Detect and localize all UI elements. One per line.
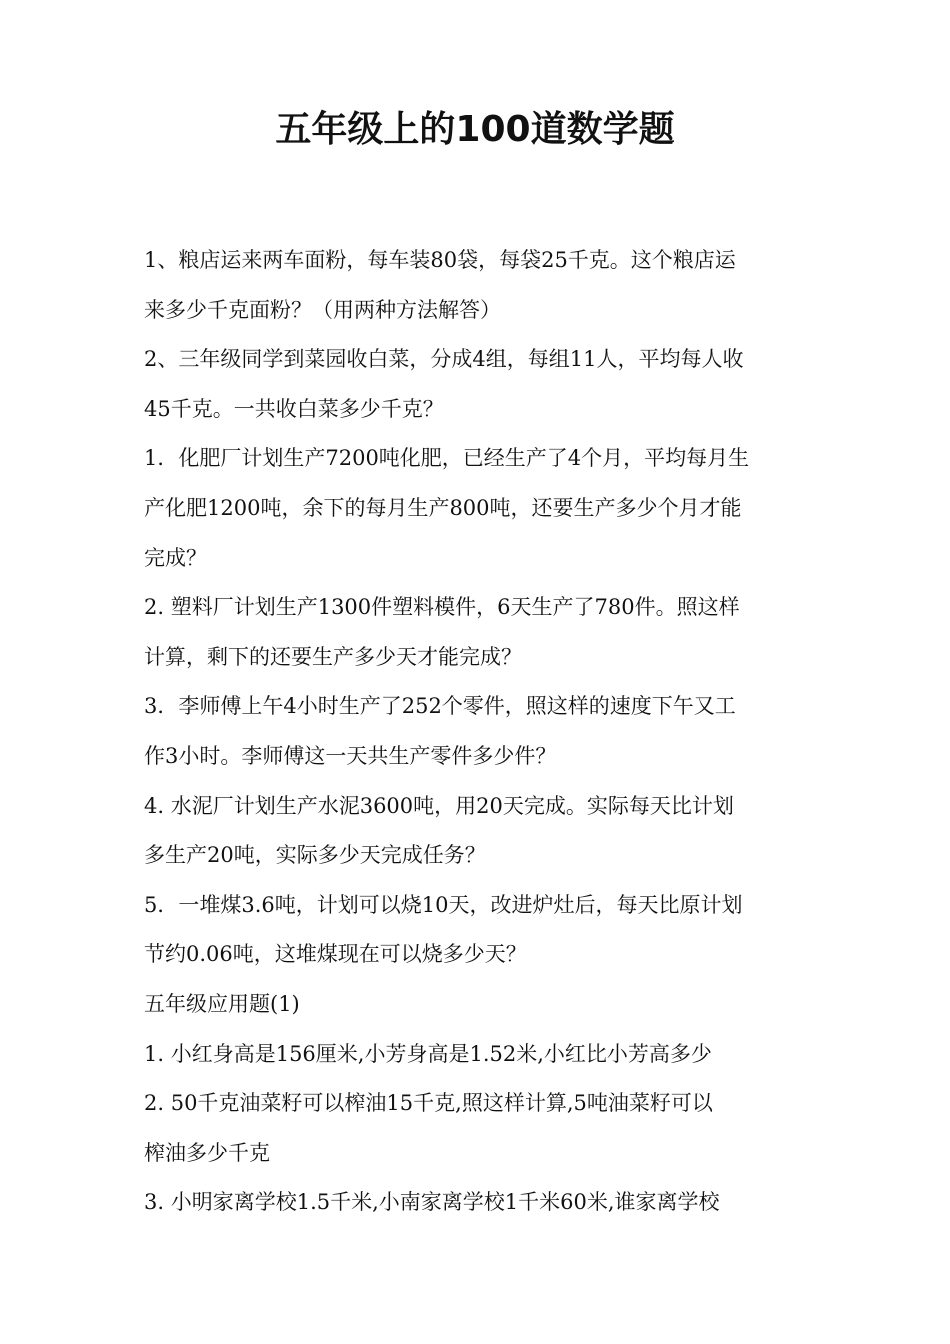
text-line: 榨油多少千克 — [144, 1140, 270, 1165]
text-line: 1、粮店运来两车面粉，每车装80袋，每袋25千克。这个粮店运 — [144, 248, 736, 272]
text-line: 1. 小红身高是156厘米,小芳身高是1.52米,小红比小芳高多少 — [144, 1041, 712, 1066]
text-line: 2、三年级同学到菜园收白菜，分成4组，每组11人，平均每人收 — [144, 347, 744, 372]
text-line: 作3小时。李师傅这一天共生产零件多少件？ — [144, 743, 557, 768]
section-heading: 五年级应用题(1) — [144, 991, 300, 1016]
text-line: 2. 50千克油菜籽可以榨油15千克,照这样计算,5吨油菜籽可以 — [144, 1091, 713, 1116]
document-title: 五年级上的100道数学题 — [275, 109, 675, 150]
text-line: 3．李师傅上午4小时生产了252个零件，照这样的速度下午又工 — [144, 694, 736, 719]
text-line: 来多少千克面粉？（用两种方法解答） — [144, 297, 501, 322]
text-line: 节约0.06吨，这堆煤现在可以烧多少天？ — [144, 942, 527, 967]
text-line: 产化肥1200吨，余下的每月生产800吨，还要生产多少个月才能 — [144, 495, 742, 520]
text-line: 2. 塑料厂计划生产1300件塑料模件，6天生产了780件。照这样 — [144, 595, 740, 620]
text-line: 3. 小明家离学校1.5千米,小南家离学校1千米60米,谁家离学校 — [144, 1190, 720, 1215]
document-body — [144, 236, 816, 1228]
text-line: 计算，剩下的还要生产多少天才能完成？ — [144, 644, 522, 669]
text-line: 5．一堆煤3.6吨，计划可以烧10天，改进炉灶后，每天比原计划 — [144, 892, 743, 917]
text-line: 1．化肥厂计划生产7200吨化肥，已经生产了4个月，平均每月生 — [144, 446, 750, 471]
text-line: 45千克。一共收白菜多少千克？ — [144, 396, 444, 421]
text-line: 4. 水泥厂计划生产水泥3600吨，用20天完成。实际每天比计划 — [144, 793, 734, 818]
text-line: 多生产20吨，实际多少天完成任务？ — [144, 843, 486, 868]
text-line: 完成？ — [144, 545, 207, 570]
